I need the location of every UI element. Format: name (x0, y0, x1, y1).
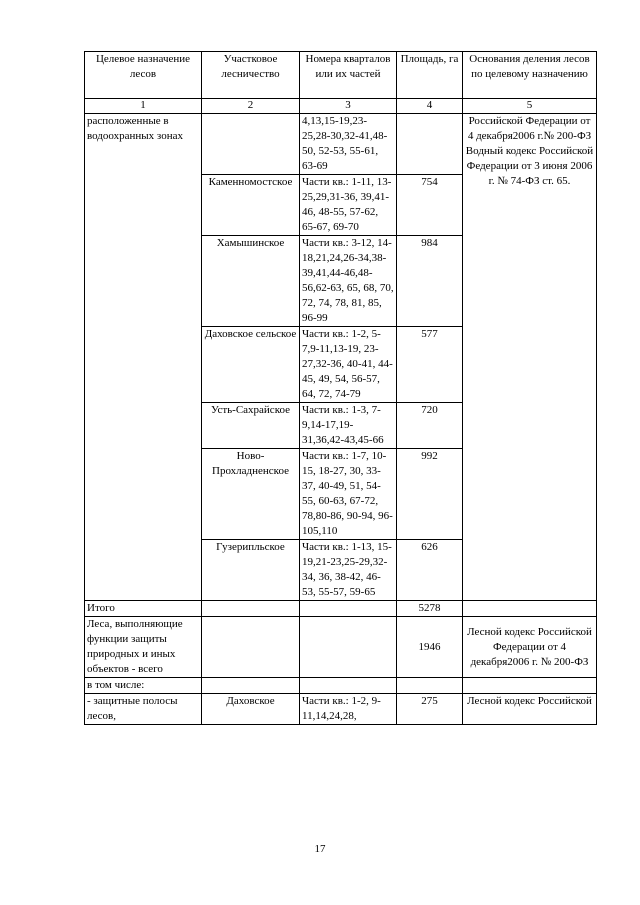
empty-cell (300, 617, 397, 678)
area-cell: 275 (397, 694, 463, 725)
column-number: 4 (397, 99, 463, 114)
protective-label: Леса, выполняющие функции защиты природных и иных объектов - всего (85, 617, 202, 678)
forestry-cell (202, 114, 300, 175)
column-number: 2 (202, 99, 300, 114)
total-label: Итого (85, 601, 202, 617)
quarters-cell: Части кв.: 1-3, 7-9,14-17,19-31,36,42-43,45-66 (300, 403, 397, 449)
column-number-row (85, 99, 597, 114)
quarters-cell: Части кв.: 1-2, 9-11,14,24,28, (300, 694, 397, 725)
forestry-cell: Хамышинское (202, 236, 300, 327)
page-number: 17 (314, 843, 326, 855)
empty-cell (397, 678, 463, 694)
area-cell: 984 (397, 236, 463, 327)
forest-purpose-table (84, 51, 597, 725)
forestry-cell: Каменномостское (202, 175, 300, 236)
including-label: в том числе: (85, 678, 202, 694)
quarters-cell: Части кв.: 3-12, 14-18,21,24,26-34,38-39,41,44-46,48-56,62-63, 65, 68, 70, 72, 74, 78, 81, 85, 96-99 (300, 236, 397, 327)
protective-basis: Лесной кодекс Российской Федерации от 4 декабря2006 г. № 200-ФЗ (463, 617, 597, 678)
protective-forests-row (85, 617, 597, 678)
header-purpose: Целевое назначение лесов (85, 52, 202, 99)
basis-cell: Лесной кодекс Российской (463, 694, 597, 725)
purpose-cell: расположенные в водоохранных зонах (85, 114, 202, 601)
basis-cell: Российской Федерации от 4 декабря2006 г.№ 200-ФЗ Водный кодекс Российской Федерации от 3 июня 2006 г. № 74-ФЗ ст. 65. (463, 114, 597, 601)
header-basis: Основания деления лесов по целевому назначению (463, 52, 597, 99)
including-row (85, 678, 597, 694)
total-area: 5278 (397, 601, 463, 617)
empty-cell (463, 601, 597, 617)
empty-cell (202, 678, 300, 694)
area-cell: 720 (397, 403, 463, 449)
column-number: 5 (463, 99, 597, 114)
purpose-cell: - защитные полосы лесов, (85, 694, 202, 725)
quarters-cell: Части кв.: 1-7, 10-15, 18-27, 30, 33-37, 40-49, 51, 54-55, 60-63, 67-72, 78,80-86, 90-94, 96-105,110 (300, 449, 397, 540)
table-row (85, 114, 597, 175)
quarters-cell: 4,13,15-19,23-25,28-30,32-41,48-50, 52-53, 55-61, 63-69 (300, 114, 397, 175)
area-cell: 754 (397, 175, 463, 236)
empty-cell (463, 678, 597, 694)
area-cell: 626 (397, 540, 463, 601)
area-cell: 577 (397, 327, 463, 403)
protective-area: 1946 (397, 617, 463, 678)
empty-cell (202, 601, 300, 617)
column-number: 1 (85, 99, 202, 114)
total-row (85, 601, 597, 617)
forestry-cell: Усть-Сахрайское (202, 403, 300, 449)
header-area: Площадь, га (397, 52, 463, 99)
header-forestry: Участковое лесничество (202, 52, 300, 99)
header-quarters: Номера кварталов или их частей (300, 52, 397, 99)
column-number: 3 (300, 99, 397, 114)
header-row (85, 52, 597, 99)
forestry-cell: Даховское (202, 694, 300, 725)
forestry-cell: Даховское сельское (202, 327, 300, 403)
quarters-cell: Части кв.: 1-2, 5-7,9-11,13-19, 23-27,32-36, 40-41, 44-45, 49, 54, 56-57, 64, 72, 74-79 (300, 327, 397, 403)
empty-cell (300, 601, 397, 617)
empty-cell (202, 617, 300, 678)
forestry-cell: Гузерипльское (202, 540, 300, 601)
area-cell (397, 114, 463, 175)
empty-cell (300, 678, 397, 694)
area-cell: 992 (397, 449, 463, 540)
quarters-cell: Части кв.: 1-11, 13-25,29,31-36, 39,41-46, 48-55, 57-62, 65-67, 69-70 (300, 175, 397, 236)
quarters-cell: Части кв.: 1-13, 15-19,21-23,25-29,32-34, 36, 38-42, 46-53, 55-57, 59-65 (300, 540, 397, 601)
forestry-cell: Ново-Прохладненское (202, 449, 300, 540)
table-row (85, 694, 597, 725)
